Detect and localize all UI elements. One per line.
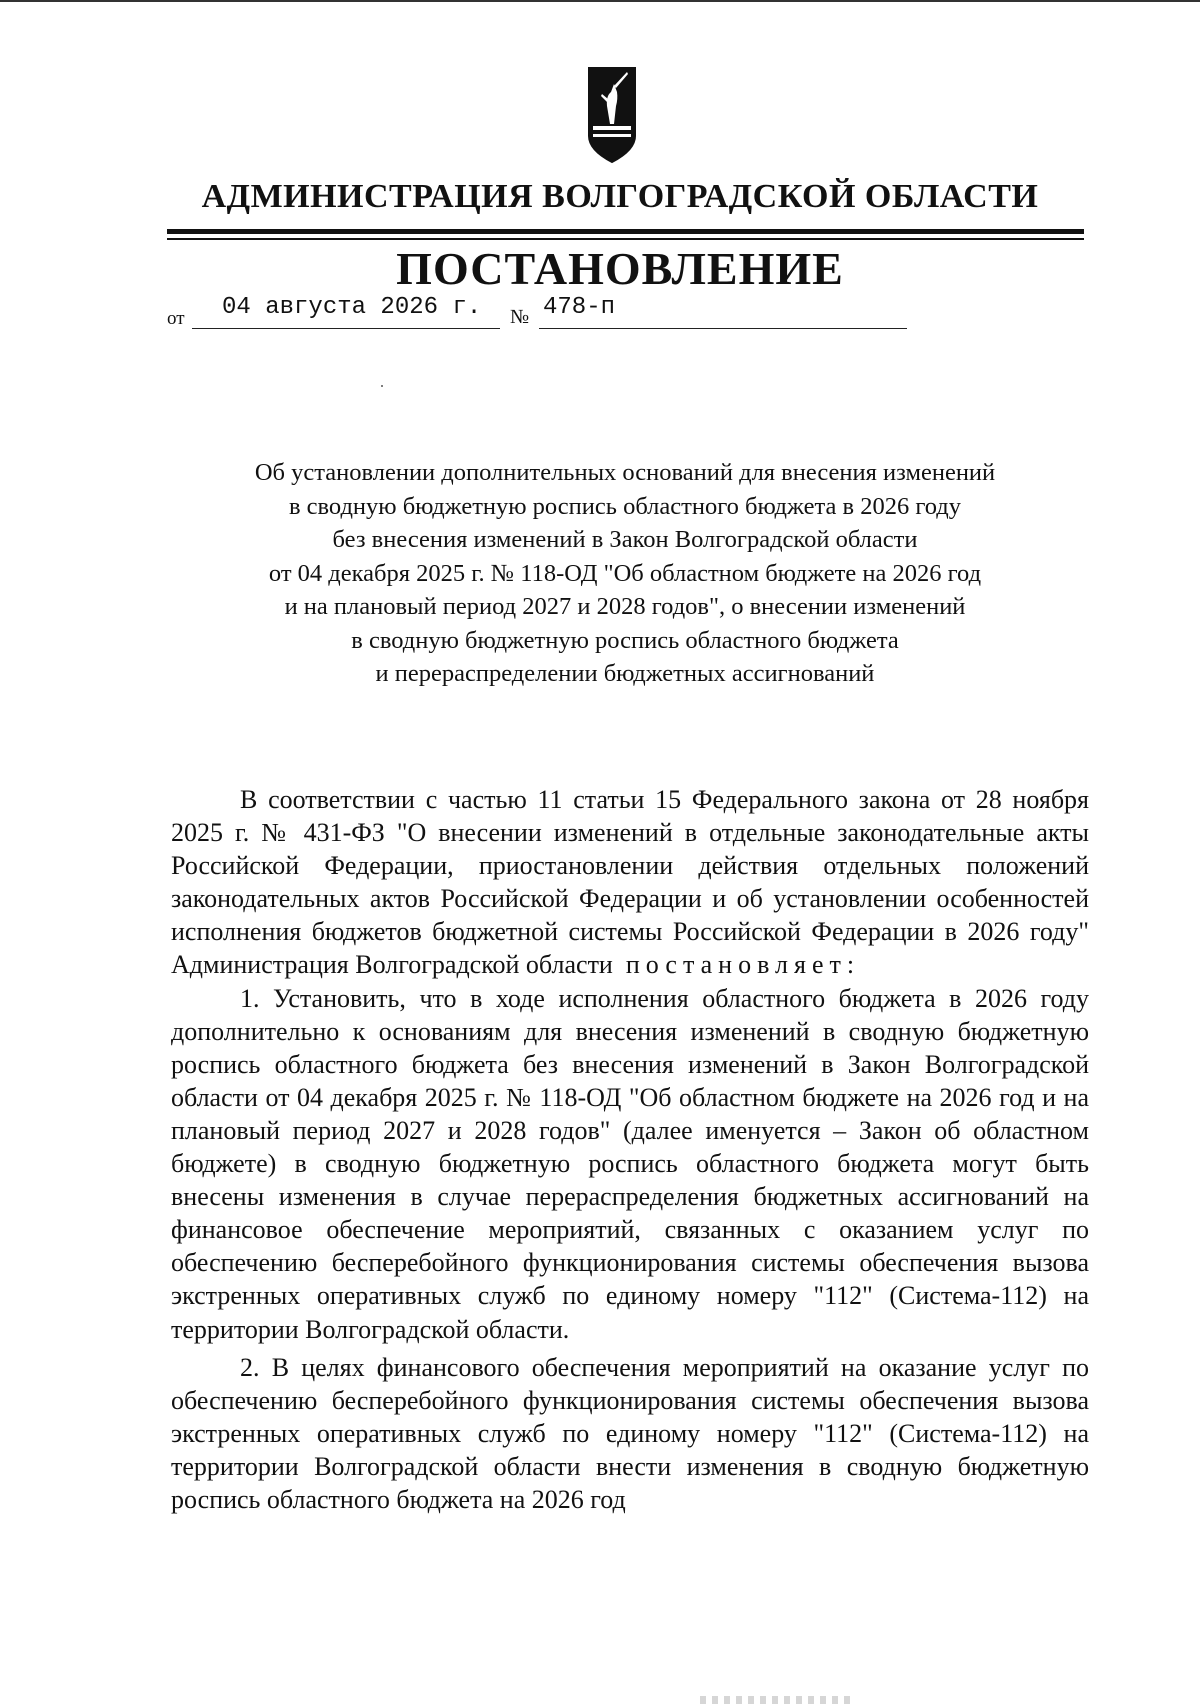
number-underline — [539, 328, 907, 329]
date-label: от — [167, 308, 185, 329]
item-2-paragraph — [171, 1351, 1089, 1516]
title-line: от 04 декабря 2025 г. № 118-ОД "Об областном бюджете на 2026 год — [268, 559, 982, 587]
organization-name: АДМИНИСТРАЦИЯ ВОЛГОГРАДСКОЙ ОБЛАСТИ — [201, 178, 1039, 215]
date-underline — [192, 328, 500, 329]
title-line: Об установлении дополнительных оснований для внесения изменений — [254, 459, 996, 486]
document-body — [171, 783, 1089, 1516]
title-line: и на плановый период 2027 и 2028 годов", о внесении изменений — [284, 593, 966, 620]
item-1-paragraph — [171, 982, 1089, 1346]
item-1-text: 1. Установить, что в ходе исполнения областного бюджета в 2026 году дополнительно к основаниям для внесения изменений в сводную бюджетную роспись областного бюджета без внесения изменений в Закон Волгоградской области от 04 декабря 2025 г. № 118-ОД "Об областном бюджете на 2026 год и на плановый период 2027 и 2028 годов" (далее именуется – Закон об областном бюджете) в сводную бюджетную роспись областного бюджета могут быть внесены изменения в случае перераспределения бюджетных ассигнований на финансовое обеспечение мероприятий, связанных с оказанием услуг по обеспечению бесперебойного функционирования системы обеспечения вызова экстренных оперативных служб по единому номеру "112" (Система-112) на территории Волгоградской области. — [171, 983, 1089, 1344]
document-title — [190, 456, 1060, 691]
title-line: в сводную бюджетную роспись областного бюджета — [351, 626, 899, 654]
scan-speck — [381, 385, 383, 387]
header-rule-thick — [167, 229, 1084, 234]
document-type-heading: ПОСТАНОВЛЕНИЕ — [396, 243, 844, 294]
coat-of-arms-icon — [587, 66, 637, 166]
resolves-word: постановляет: — [625, 950, 861, 980]
title-line: и перераспределении бюджетных ассигнований — [375, 660, 875, 687]
title-line: без внесения изменений в Закон Волгоградской области — [332, 526, 918, 553]
scan-artifact — [700, 1696, 850, 1704]
header-rule-thin — [167, 238, 1084, 240]
item-2-text: 2. В целях финансового обеспечения мероприятий на оказание услуг по обеспечению бесперебойного функционирования системы обеспечения вызова экстренных оперативных служб по единому номеру "112" (Система-112) на территории Волгоградской области внести изменения в сводную бюджетную роспись областного бюджета на 2026 год — [171, 1352, 1089, 1514]
preamble-paragraph — [171, 783, 1089, 982]
registration-line — [167, 292, 747, 332]
preamble-text: В соответствии с частью 11 статьи 15 Федерального закона от 28 ноября 2025 г. № 431-ФЗ "О внесении изменений в отдельные законодательные акты Российской Федерации, приостановлении действия отдельных положений законодательных актов Российской Федерации и об установлении особенностей исполнения бюджетов бюджетной системы Российской Федерации в 2026 году" Администрация Волгоградской области — [171, 785, 1089, 980]
title-line: в сводную бюджетную роспись областного бюджета в 2026 году — [288, 492, 962, 520]
document-number: 478-п — [543, 294, 616, 321]
scan-edge — [0, 0, 1200, 2]
number-label: № — [510, 306, 530, 328]
document-date: 04 августа 2026 г. — [222, 294, 482, 321]
